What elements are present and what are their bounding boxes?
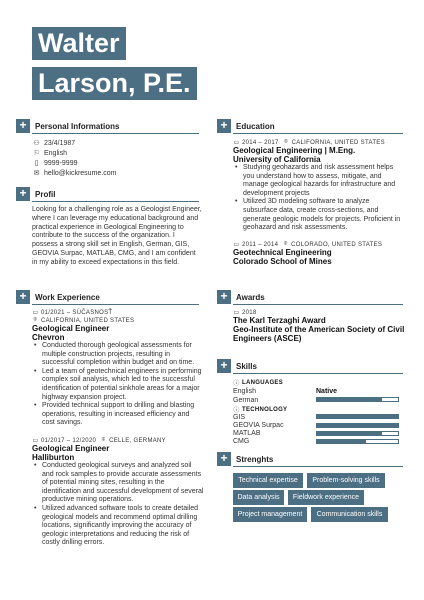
job-title: Geological Engineer xyxy=(32,324,110,333)
awards-divider xyxy=(233,304,403,305)
calendar-icon: ▭ xyxy=(233,140,240,146)
strengths-section-header xyxy=(217,452,273,466)
plus-icon: + xyxy=(16,187,30,201)
skill-level-fill xyxy=(317,432,382,435)
personal-divider xyxy=(32,133,199,134)
skill-level-fill xyxy=(317,424,398,427)
list-item: • Conducted geological surveys and analyzed soil and rock samples to provide accurate assessments of potential mining sites, resulting in the identification and successful development of several productive mining operations. xyxy=(32,462,204,505)
strength-tag: Communication skills xyxy=(311,507,388,522)
plus-icon: + xyxy=(217,452,231,466)
job-company: Chevron xyxy=(32,333,65,342)
profil-text: Looking for a challenging role as a Geologist Engineer, where I can leverage my educational background and practical experience in Geological Engineering to contribute to the success of the organization. I possess a strong skill set in English, German, GIS, GEOVIA Surpac, MATLAB, CMG, and I am confident in my ability to exceed expectations in this field. xyxy=(32,206,202,266)
calendar-icon: ▭ xyxy=(32,310,39,316)
skills-section-header xyxy=(217,359,257,373)
name-last: Larson, P.E. xyxy=(32,67,197,100)
job-bullets xyxy=(32,342,204,428)
education-date-location: ▭ 2011 – 2014 ⌾ COLORADO, UNITED STATES xyxy=(233,241,383,248)
location-pin-icon: ⌾ xyxy=(283,241,288,247)
education-date-location: ▭ 2014 – 2017 ⌾ CALIFORNIA, UNITED STATES xyxy=(233,139,385,146)
profil-title: Profil xyxy=(35,189,56,199)
work-title: Work Experience xyxy=(35,292,100,302)
awards-title: Awards xyxy=(236,292,265,302)
phone-icon: ▯ xyxy=(34,160,39,167)
education-school: Colorado School of Mines xyxy=(233,257,332,266)
award-name: The Karl Terzaghi Award xyxy=(233,316,326,325)
skill-name: German xyxy=(233,397,259,404)
plus-icon: + xyxy=(217,290,231,304)
skill-name: English xyxy=(233,388,256,395)
education-school: University of California xyxy=(233,155,321,164)
skill-level-fill xyxy=(317,440,366,443)
user-icon: ⚇ xyxy=(33,140,40,147)
location-pin-icon: ⌾ xyxy=(101,437,106,443)
job-bullets xyxy=(32,462,204,548)
skill-name: GEOVIA Surpac xyxy=(233,422,284,429)
skill-name: CMG xyxy=(233,438,250,445)
skill-level-bar xyxy=(316,414,399,419)
personal-item[interactable]: ✉ hello@kickresume.com xyxy=(33,169,117,177)
job-date-location: ▭ 01/2017 – 12/2020 ⌾ CELLE, GERMANY xyxy=(32,437,166,444)
strength-tag: Problem-solving skills xyxy=(307,473,385,488)
profil-section-header xyxy=(16,187,55,201)
education-degree: Geotechnical Engineering xyxy=(233,248,332,257)
flag-icon: ⚐ xyxy=(33,150,40,157)
list-item: • Provided technical support to drilling and blasting operations, resulting in increased efficiency and cost savings. xyxy=(32,402,204,428)
education-degree: Geological Engineering | M.Eng. xyxy=(233,146,356,155)
personal-title: Personal Informations xyxy=(35,121,120,131)
job-location: ⌾ CALIFORNIA, UNITED STATES xyxy=(33,317,135,324)
calendar-icon: ▭ xyxy=(32,438,39,444)
skill-level-fill xyxy=(317,415,398,418)
job-date: ▭ 01/2021 – SÚČASNOSŤ xyxy=(32,309,113,316)
list-item: • Utilized advanced software tools to create detailed geological models and recommend optimal drilling locations, significantly improving the accuracy of geologic interpretations and reducing the risk of costly drilling errors. xyxy=(32,505,204,548)
plus-icon: + xyxy=(16,119,30,133)
calendar-icon: ▭ xyxy=(233,310,240,316)
email-icon: ✉ xyxy=(33,170,40,177)
skill-level-bar xyxy=(316,423,399,428)
skills-title: Skills xyxy=(236,361,257,371)
technology-label: ⓘ TECHNOLOGY xyxy=(233,406,288,414)
calendar-icon: ▭ xyxy=(233,242,240,248)
profil-divider xyxy=(32,201,199,202)
strength-tag: Technical expertise xyxy=(233,473,303,488)
education-title: Education xyxy=(236,121,275,131)
job-entry xyxy=(32,437,204,548)
list-item: • Studying geohazards and risk assessment helps you understand how to assess, mitigate, and manage geological hazards for infrastructure and development projects xyxy=(233,164,405,198)
strengths-divider xyxy=(233,466,403,467)
job-company: Halliburton xyxy=(32,453,75,462)
skill-level-text: Native xyxy=(316,388,338,395)
list-item: • Conducted thorough geological assessments for multiple construction projects, resulting in successful completion within budget and on time. xyxy=(32,342,204,368)
work-section-header xyxy=(16,290,100,304)
plus-icon: + xyxy=(16,290,30,304)
personal-item: ⚐ English xyxy=(33,149,67,157)
award-entry xyxy=(233,309,405,343)
skill-level-fill xyxy=(317,398,382,401)
skill-level-bar xyxy=(316,397,399,402)
strengths-title: Strenghts xyxy=(236,454,274,464)
education-divider xyxy=(233,133,403,134)
skill-level-bar xyxy=(316,439,399,444)
location-pin-icon: ⌾ xyxy=(33,317,38,323)
award-date: ▭ 2018 xyxy=(233,309,257,316)
education-entry xyxy=(233,139,405,233)
personal-section-header xyxy=(16,119,119,133)
list-item: • Led a team of geotechnical engineers in performing complex soil analysis, which led to the successful identification of potential sinkhole areas for a major highway expansion project. xyxy=(32,368,204,402)
location-pin-icon: ⌾ xyxy=(284,139,289,145)
skill-name: MATLAB xyxy=(233,430,261,437)
award-org: Geo-Institute of the American Society of Civil Engineers (ASCE) xyxy=(233,325,405,343)
strength-tag: Fieldwork experience xyxy=(288,490,364,505)
work-divider xyxy=(32,304,199,305)
education-entry xyxy=(233,241,405,266)
skill-level-bar xyxy=(316,431,399,436)
name-first: Walter xyxy=(32,27,126,60)
info-icon: ⓘ xyxy=(233,408,240,414)
list-item: • Utilized 3D modeling software to analyze subsurface data, create cross-sections, and generate geologic models for projects. Proficient in geohazard and risk assessments. xyxy=(233,198,405,232)
job-entry xyxy=(32,309,204,428)
education-bullets xyxy=(233,164,405,233)
skill-name: GIS xyxy=(233,414,246,421)
education-section-header xyxy=(217,119,275,133)
personal-item: ▯ 9999-9999 xyxy=(32,159,77,167)
job-title: Geological Engineer xyxy=(32,444,110,453)
languages-label: ⓘ LANGUAGES xyxy=(233,379,284,387)
info-icon: ⓘ xyxy=(233,381,240,387)
plus-icon: + xyxy=(217,119,231,133)
plus-icon: + xyxy=(217,359,231,373)
strength-tag: Project management xyxy=(233,507,307,522)
awards-section-header xyxy=(217,290,265,304)
personal-item: ⚇ 23/4/1987 xyxy=(33,139,76,147)
skills-divider xyxy=(233,373,403,374)
strength-tag: Data analysis xyxy=(233,490,284,505)
